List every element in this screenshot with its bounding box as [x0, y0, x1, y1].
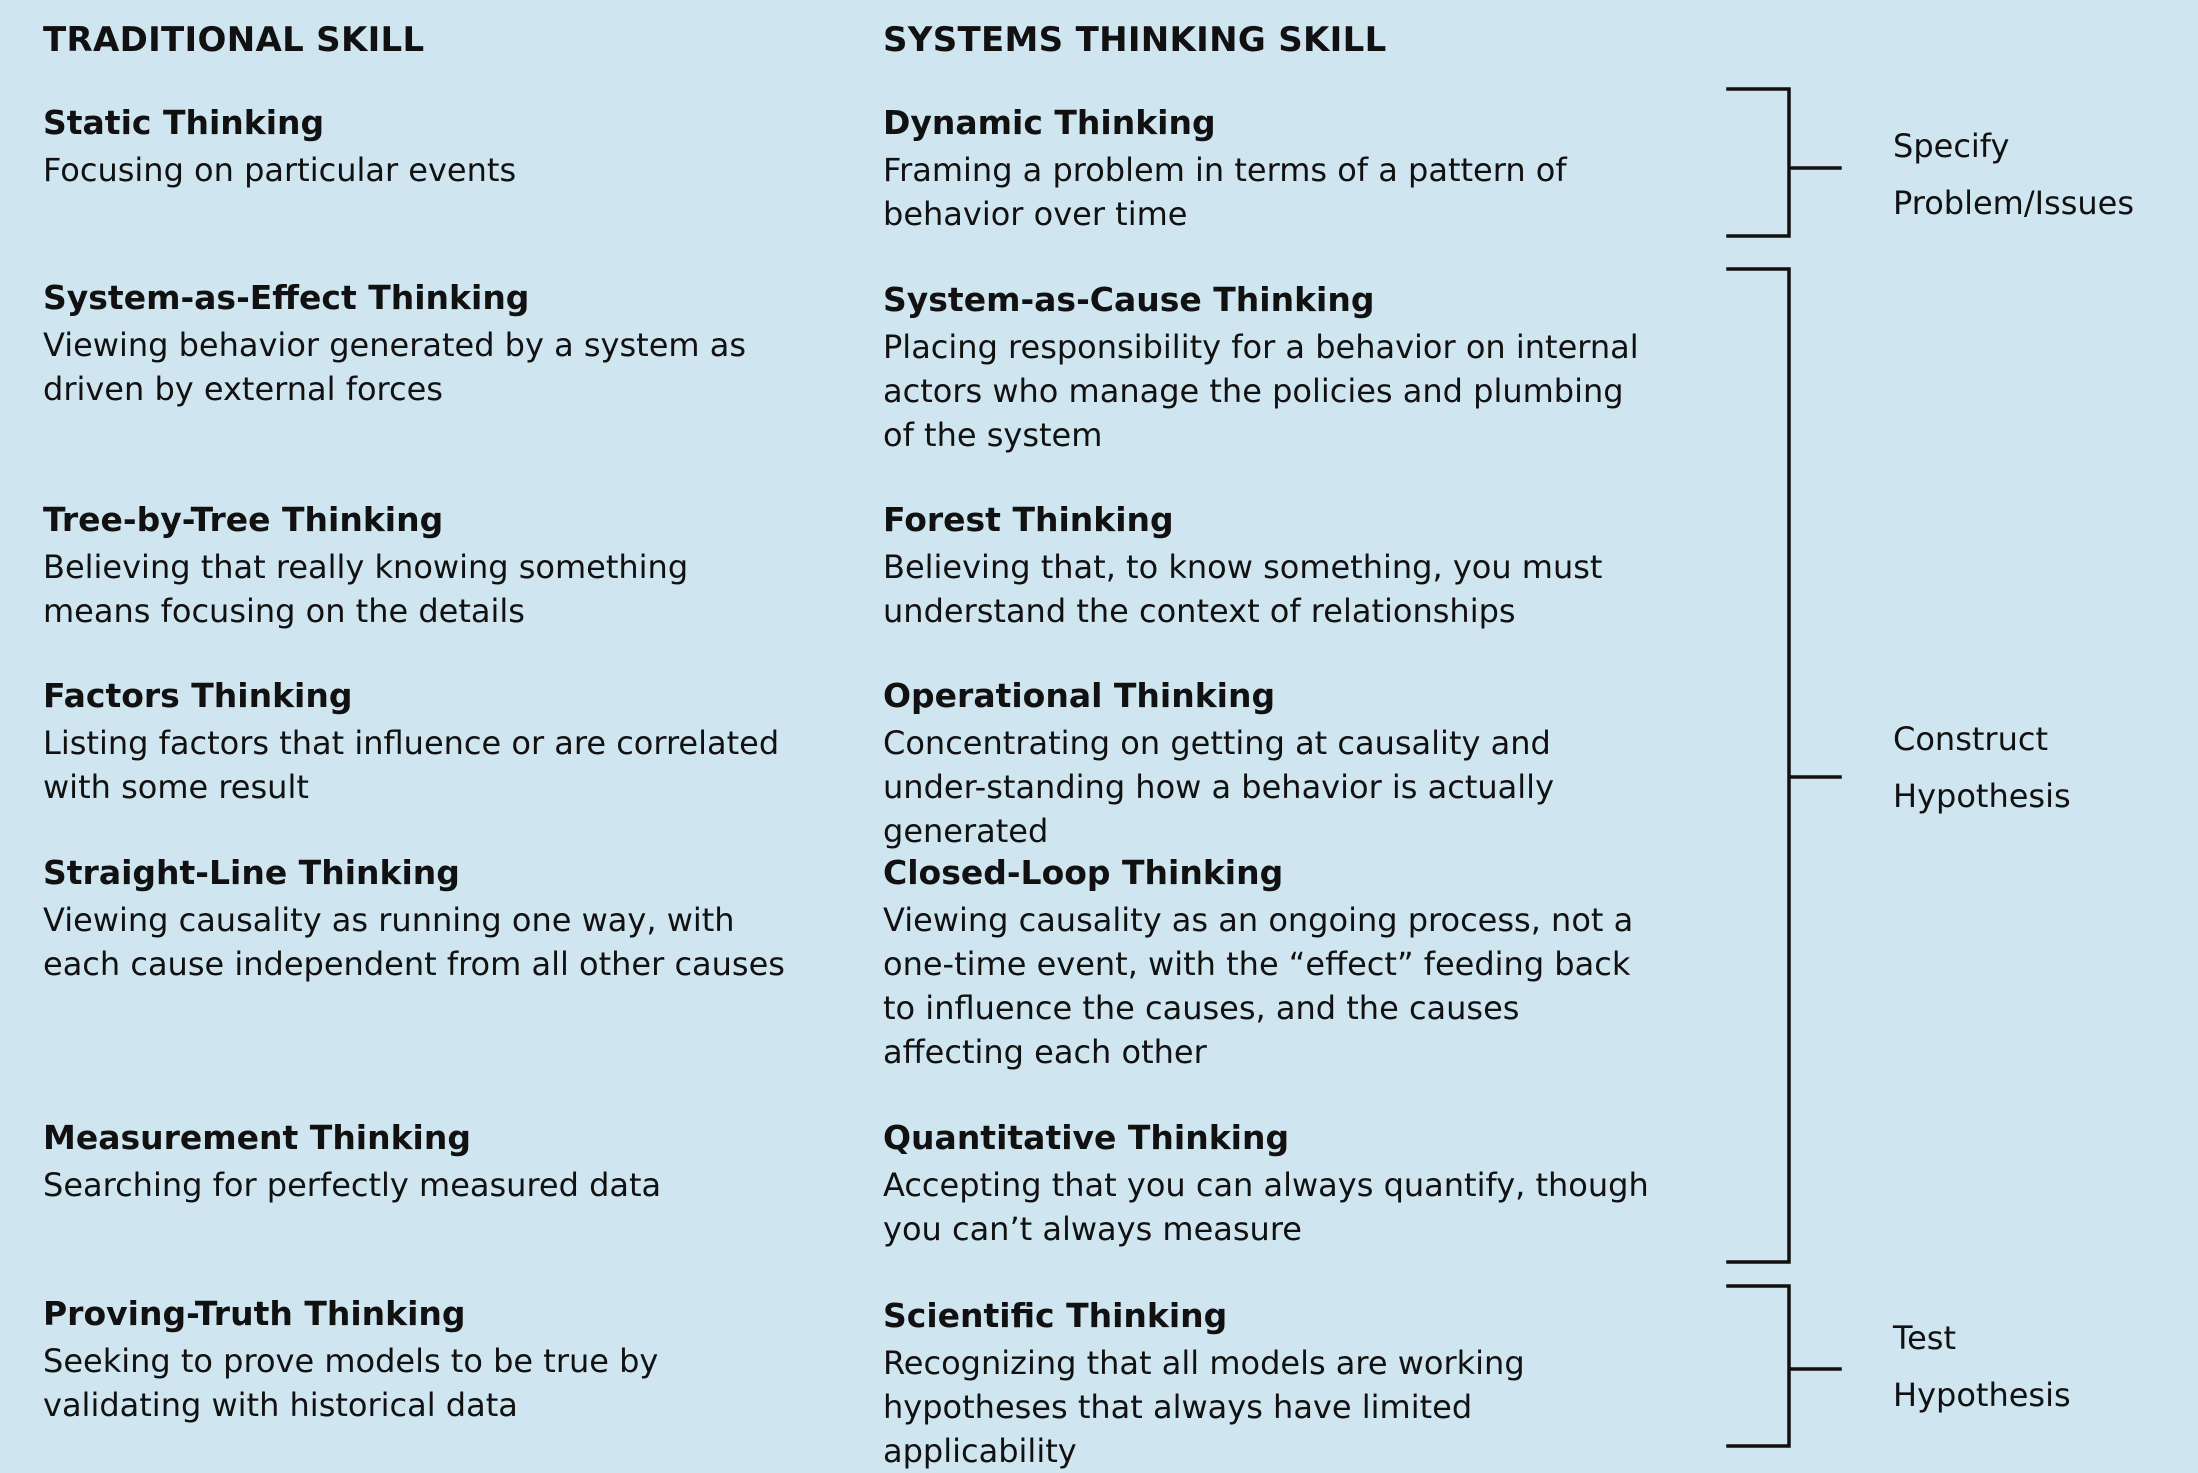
systems-desc: Placing responsibility for a behavior on internal actors who manage the policies and plumbing of the system [883, 328, 1639, 454]
traditional-desc: Viewing behavior generated by a system as driven by external forces [43, 326, 747, 408]
traditional-desc: Viewing causality as running one way, with each cause independent from all other causes [43, 901, 785, 983]
stage-line2: Hypothesis [1893, 777, 2071, 815]
construct-bracket [1728, 269, 1840, 1262]
systems-title: System-as-Cause Thinking [883, 280, 1375, 319]
traditional-title: System-as-Effect Thinking [43, 278, 530, 317]
traditional-desc: Listing factors that influence or are correlated with some result [43, 724, 780, 806]
traditional-title: Tree-by-Tree Thinking [43, 500, 444, 539]
systems-desc: Concentrating on getting at causality and under-standing how a behavior is actually generated [883, 724, 1554, 850]
systems-title: Scientific Thinking [883, 1296, 1228, 1335]
stage-line1: Construct [1893, 720, 2048, 758]
traditional-desc: Focusing on particular events [43, 151, 517, 189]
systems-title: Closed-Loop Thinking [883, 853, 1284, 892]
systems-title: Operational Thinking [883, 676, 1276, 715]
specify-bracket [1728, 89, 1840, 236]
stage-label-construct [1893, 711, 2071, 825]
systems-desc: Accepting that you can always quantify, though you can’t always measure [883, 1166, 1649, 1248]
traditional-title: Static Thinking [43, 103, 325, 142]
stage-line1: Test [1893, 1319, 1957, 1357]
systems-title: Quantitative Thinking [883, 1118, 1290, 1157]
stage-line2: Problem/Issues [1893, 184, 2135, 222]
traditional-title: Straight-Line Thinking [43, 853, 460, 892]
test-bracket [1728, 1286, 1840, 1446]
traditional-title: Factors Thinking [43, 676, 353, 715]
traditional-skill-header: TRADITIONAL SKILL [43, 20, 425, 60]
systems-desc: Believing that, to know something, you must understand the context of relationships [883, 548, 1603, 630]
traditional-desc: Believing that really knowing something means focusing on the details [43, 548, 689, 630]
stage-line2: Hypothesis [1893, 1376, 2071, 1414]
traditional-title: Proving-Truth Thinking [43, 1294, 466, 1333]
traditional-desc: Seeking to prove models to be true by validating with historical data [43, 1342, 659, 1424]
systems-desc: Framing a problem in terms of a pattern of behavior over time [883, 151, 1567, 233]
systems-desc: Viewing causality as an ongoing process, not a one-time event, with the “effect” feeding back to influence the causes, and the causes affecting each other [883, 901, 1634, 1071]
traditional-desc: Searching for perfectly measured data [43, 1166, 662, 1204]
traditional-title: Measurement Thinking [43, 1118, 471, 1157]
systems-title: Forest Thinking [883, 500, 1174, 539]
systems-desc: Recognizing that all models are working hypotheses that always have limited applicability [883, 1344, 1525, 1470]
stage-line1: Specify [1893, 127, 2010, 165]
systems-title: Dynamic Thinking [883, 103, 1216, 142]
stage-label-specify [1893, 118, 2134, 232]
stage-label-test [1893, 1310, 2071, 1424]
systems-thinking-skill-header: SYSTEMS THINKING SKILL [883, 20, 1387, 60]
